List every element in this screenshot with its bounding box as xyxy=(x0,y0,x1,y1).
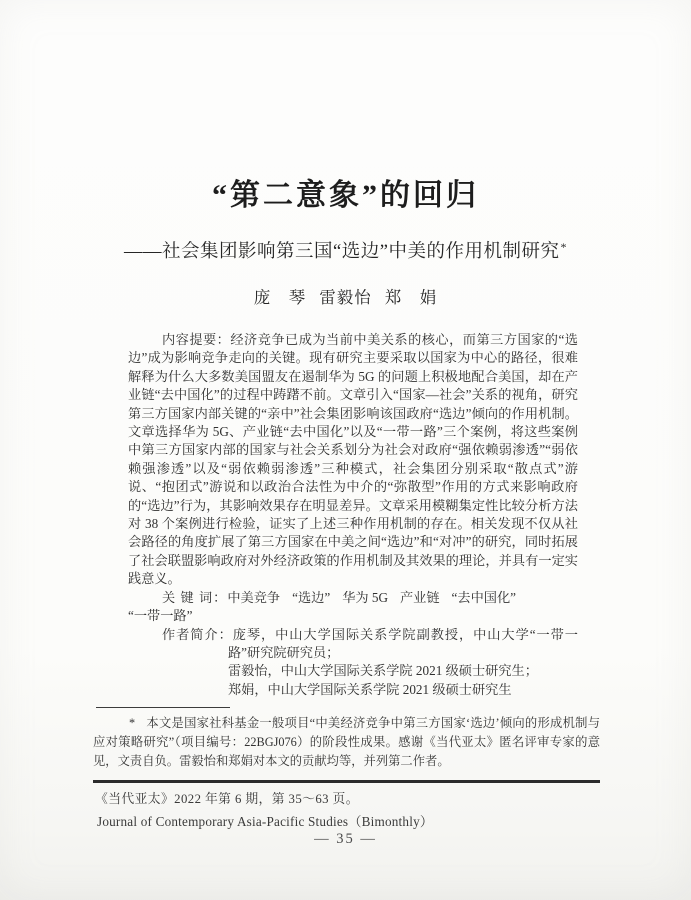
bio-entry: 雷毅怡，中山大学国际关系学院 2021 级硕士研究生； xyxy=(228,663,538,679)
author-name: 雷毅怡 xyxy=(319,288,372,307)
footnote-marker: * xyxy=(129,716,136,730)
keyword-item: “去中国化” xyxy=(451,589,517,605)
keyword-item: “一带一路” xyxy=(128,608,193,624)
page-number: — 35 — xyxy=(314,831,377,847)
keyword-item: 中美竞争 xyxy=(227,589,281,605)
keyword-item: 产业链 xyxy=(399,589,440,605)
bio-label: 作者简介： xyxy=(162,626,233,642)
footnote-text: 本文是国家社科基金一般项目“中美经济竞争中第三方国家‘选边’倾向的形成机制与应对策略研究”（项目编号：22BGJ076）的阶段性成果。感谢《当代亚太》匿名评审专家的意见，文责自负。雷毅怡和郑娟对本文的贡献均等，并列第二作者。 xyxy=(93,716,600,768)
article-title: “第二意象”的回归 xyxy=(212,179,479,212)
article-subtitle xyxy=(0,237,691,263)
keyword-item: 华为 5G xyxy=(342,589,388,605)
bio-entry xyxy=(128,626,578,663)
author-bio xyxy=(128,626,578,700)
journal-citation-cn: 《当代亚太》2022 年第 6 期，第 35～63 页。 xyxy=(95,792,359,806)
footnote-separator-line xyxy=(96,707,230,708)
journal-citation-en: Journal of Contemporary Asia-Pacific Studies（Bimonthly） xyxy=(97,814,434,829)
journal-divider-rule xyxy=(93,780,600,783)
abstract xyxy=(128,331,578,589)
author-name: 郑 娟 xyxy=(384,288,438,307)
bio-entry: 郑娟，中山大学国际关系学院 2021 级硕士研究生 xyxy=(228,681,512,697)
abstract-label: 内容提要： xyxy=(162,332,231,347)
keywords-line xyxy=(128,589,578,607)
front-matter xyxy=(128,331,578,699)
bio-entry-text: 庞琴，中山大学国际关系学院副教授，中山大学“一带一路”研究院研究员； xyxy=(228,626,578,660)
author-list xyxy=(0,284,691,308)
footnote xyxy=(93,714,600,771)
footnote-reference-marker: * xyxy=(560,240,567,254)
keywords-label: 关 键 词： xyxy=(162,589,228,605)
author-name: 庞 琴 xyxy=(253,288,307,307)
keyword-item: “选边” xyxy=(292,589,331,605)
abstract-text: 经济竞争已成为当前中美关系的核心，而第三方国家的“选边”成为影响竞争走向的关键。现有研究主要采取以国家为中心的路径，很难解释为什么大多数美国盟友在遏制华为 5G 的问题上积极地配合美国，却在产业链“去中国化”的过程中踌躇不前。文章引入“国家—社会”关系的视角，研究第三方国家内部关键的“亲中”社会集团影响该国政府“选边”倾向的作用机制。文章选择华为 5G、产业链“去中国化”以及“一带一路”三个案例，将这些案例中第三方国家内部的国家与社会关系划分为社会对政府“强依赖弱渗透”“弱依赖强渗透”以及“弱依赖弱渗透”三种模式，社会集团分别采取“散点式”游说、“抱团式”游说和以政治合法性为中介的“弥散型”作用的方式来影响政府的“选边”行为，其影响效果存在明显差异。文章采用模糊集定性比较分析方法对 38 个案例进行检验，证实了上述三种作用机制的存在。相关发现不仅从社会路径的角度扩展了第三方国家在中美之间“选边”和“对冲”的研究，同时拓展了社会联盟影响政府对外经济政策的作用机制及其效果的理论，并具有一定实践意义。 xyxy=(128,332,578,587)
article-subtitle-text: ——社会集团影响第三国“选边”中美的作用机制研究 xyxy=(124,242,560,262)
